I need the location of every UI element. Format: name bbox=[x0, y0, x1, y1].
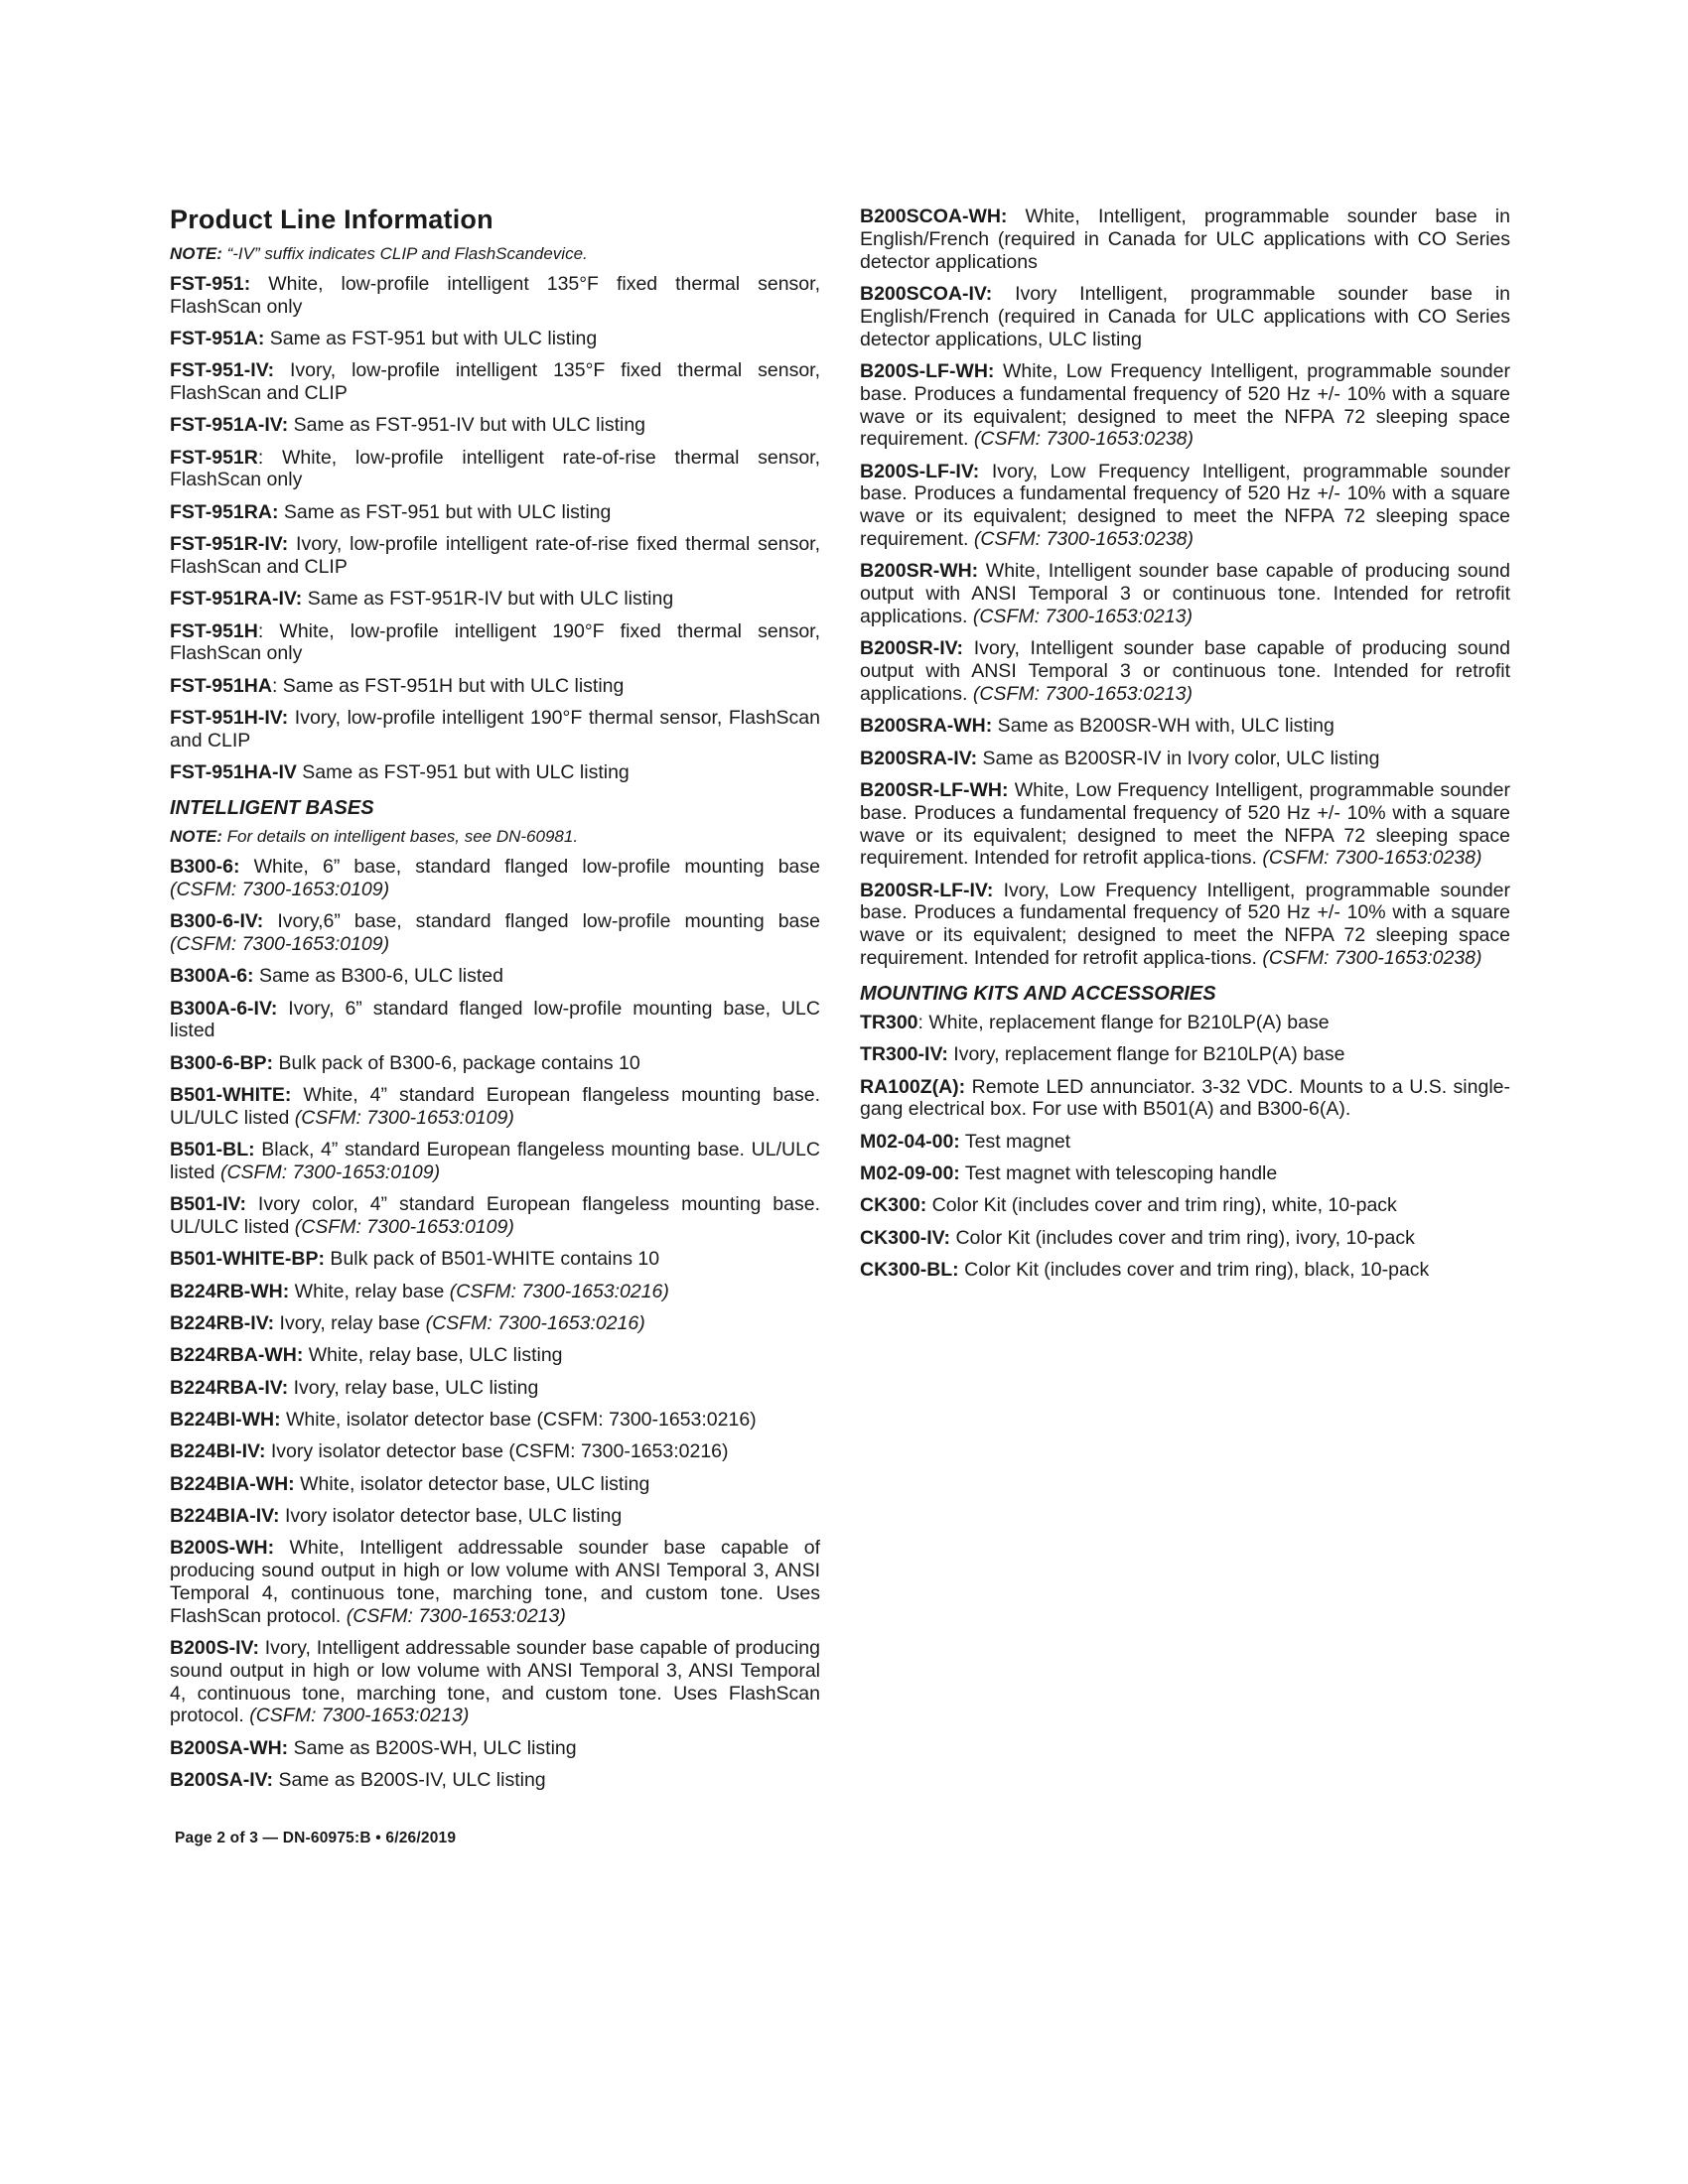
product-code: CK300: bbox=[860, 1194, 927, 1217]
product-entry bbox=[860, 205, 1510, 273]
intelligent-bases-list bbox=[170, 856, 820, 1792]
product-description: Test magnet bbox=[959, 1130, 1071, 1153]
product-entry bbox=[170, 588, 820, 611]
product-code: B200SR-WH: bbox=[860, 560, 979, 583]
product-entry bbox=[170, 707, 820, 752]
product-description: Same as FST-951R-IV but with ULC listing bbox=[302, 588, 674, 611]
product-entry bbox=[860, 1043, 1510, 1066]
product-description: : White, low-profile intelligent 190°F fixed thermal sensor, FlashScan only bbox=[170, 619, 820, 665]
product-description: Same as B200S-IV, ULC listing bbox=[273, 1769, 546, 1791]
product-description: Test magnet with telescoping handle bbox=[959, 1161, 1278, 1184]
csfm-reference: (CSFM: 7300-1653:0109) bbox=[170, 878, 390, 900]
product-code: B200SCOA-WH: bbox=[860, 205, 1008, 227]
product-code: FST-951H-IV: bbox=[170, 706, 289, 729]
product-entry bbox=[860, 715, 1510, 738]
product-description: Ivory, Intelligent addressable sounder base capable of producing sound output in high or low volume with ANSI Temporal 3, ANSI Temporal 4, continuous tone, marching tone, and custom tone. Uses FlashScan protocol. bbox=[170, 1636, 820, 1727]
product-entry bbox=[860, 1227, 1510, 1250]
product-entry bbox=[170, 447, 820, 492]
page-title: Product Line Information bbox=[170, 205, 493, 234]
product-description: Ivory color, 4” standard European flangeless mounting base. UL/ULC listed bbox=[170, 1193, 820, 1239]
product-entry bbox=[170, 501, 820, 524]
product-code: B200SA-IV: bbox=[170, 1769, 274, 1791]
product-code: B200SCOA-IV: bbox=[860, 282, 993, 305]
product-entry bbox=[860, 880, 1510, 970]
note-text: “-IV” suffix indicates CLIP and FlashScandevice. bbox=[221, 243, 588, 263]
product-code: B224RB-WH: bbox=[170, 1280, 290, 1302]
product-entry bbox=[170, 1440, 820, 1463]
product-code: B200SR-LF-WH: bbox=[860, 778, 1009, 801]
right-column bbox=[860, 205, 1510, 1291]
csfm-reference: (CSFM: 7300-1653:0238) bbox=[973, 528, 1195, 551]
product-description: Ivory,6” base, standard flanged low-profile mounting base bbox=[263, 910, 820, 933]
product-description: Ivory, replacement flange for B210LP(A) base bbox=[947, 1043, 1345, 1066]
product-description: Ivory, low-profile intelligent rate-of-rise fixed thermal sensor, FlashScan and CLIP bbox=[170, 533, 820, 578]
product-code: B200S-LF-WH: bbox=[860, 359, 995, 382]
product-entry bbox=[170, 1193, 820, 1239]
product-entry bbox=[170, 1505, 820, 1528]
product-code: B200SRA-IV: bbox=[860, 747, 978, 769]
product-description: : White, low-profile intelligent rate-of-rise thermal sensor, FlashScan only bbox=[170, 446, 820, 491]
product-code: TR300 bbox=[860, 1011, 918, 1033]
product-code: TR300-IV: bbox=[860, 1043, 948, 1066]
product-description: Same as FST-951 but with ULC listing bbox=[296, 761, 630, 784]
product-code: B300A-6: bbox=[170, 965, 254, 988]
product-entry bbox=[170, 1737, 820, 1760]
product-code: B224RBA-IV: bbox=[170, 1376, 289, 1399]
product-description: White, Low Frequency Intelligent, programmable sounder base. Produces a fundamental frequency of 520 Hz +/- 10% with a square wave or its equivalent; designed to meet the NFPA 72 sleeping space requirement. Intended for retrofit applica-tions. bbox=[860, 778, 1510, 870]
product-entry bbox=[170, 1312, 820, 1335]
product-entry bbox=[860, 779, 1510, 870]
product-entry bbox=[170, 620, 820, 666]
product-entry bbox=[170, 414, 820, 437]
product-description: Bulk pack of B300-6, package contains 10 bbox=[273, 1051, 640, 1074]
product-description: Same as FST-951 but with ULC listing bbox=[278, 500, 612, 523]
product-code: M02-04-00: bbox=[860, 1130, 960, 1153]
product-code: B200S-LF-IV: bbox=[860, 460, 980, 482]
product-entry bbox=[170, 1344, 820, 1367]
note-label: NOTE: bbox=[170, 826, 222, 846]
csfm-reference: (CSFM: 7300-1653:0216) bbox=[425, 1312, 645, 1334]
product-entry bbox=[860, 1194, 1510, 1217]
product-entry bbox=[170, 1537, 820, 1627]
csfm-reference: (CSFM: 7300-1653:0238) bbox=[1262, 947, 1482, 970]
product-entry bbox=[860, 748, 1510, 770]
thermal-sensor-list bbox=[170, 273, 820, 784]
product-description: : White, replacement flange for B210LP(A) base bbox=[917, 1011, 1330, 1033]
product-code: B224BIA-WH: bbox=[170, 1472, 295, 1495]
csfm-reference: (CSFM: 7300-1653:0109) bbox=[170, 932, 390, 955]
product-code: CK300-BL: bbox=[860, 1258, 959, 1281]
product-entry bbox=[860, 1259, 1510, 1282]
product-description: Same as B200S-WH, ULC listing bbox=[288, 1736, 577, 1759]
product-entry bbox=[170, 1052, 820, 1075]
suffix-note bbox=[170, 243, 820, 265]
product-code: B200SA-WH: bbox=[170, 1736, 289, 1759]
product-code: FST-951R-IV: bbox=[170, 533, 289, 556]
product-description: : Same as FST-951H but with ULC listing bbox=[271, 674, 625, 697]
product-description: Ivory, Low Frequency Intelligent, programmable sounder base. Produces a fundamental frequency of 520 Hz +/- 10% with a square wave or its equivalent; designed to meet the NFPA 72 sleeping space requirement. Intended for retrofit applica-tions. bbox=[860, 879, 1510, 970]
product-code: M02-09-00: bbox=[860, 1161, 960, 1184]
product-code: RA100Z(A): bbox=[860, 1075, 966, 1098]
product-entry bbox=[170, 1281, 820, 1303]
product-entry bbox=[170, 761, 820, 784]
product-entry bbox=[170, 965, 820, 988]
product-code: B300-6: bbox=[170, 856, 240, 878]
product-description: Ivory, low-profile intelligent 135°F fixed thermal sensor, FlashScan and CLIP bbox=[170, 359, 820, 405]
product-code: B224RBA-WH: bbox=[170, 1344, 304, 1367]
product-entry bbox=[860, 283, 1510, 350]
product-description: Color Kit (includes cover and trim ring), black, 10-pack bbox=[958, 1258, 1430, 1281]
product-code: B224RB-IV: bbox=[170, 1312, 275, 1334]
product-code: B224BIA-IV: bbox=[170, 1504, 280, 1527]
product-code: B300-6-BP: bbox=[170, 1051, 274, 1074]
product-code: B501-BL: bbox=[170, 1139, 255, 1161]
product-code: B200S-IV: bbox=[170, 1636, 259, 1659]
product-entry bbox=[170, 856, 820, 901]
product-description: Color Kit (includes cover and trim ring), ivory, 10-pack bbox=[950, 1226, 1415, 1249]
product-code: B224BI-IV: bbox=[170, 1440, 266, 1463]
product-code: FST-951HA bbox=[170, 674, 272, 697]
product-code: B224BI-WH: bbox=[170, 1408, 281, 1431]
product-code: B501-WHITE-BP: bbox=[170, 1248, 326, 1271]
product-description: White, low-profile intelligent 135°F fixed thermal sensor, FlashScan only bbox=[170, 272, 820, 318]
product-description: White, 4” standard European flangeless mounting base. UL/ULC listed bbox=[170, 1084, 820, 1129]
product-code: CK300-IV: bbox=[860, 1226, 951, 1249]
product-entry bbox=[860, 1076, 1510, 1122]
note-label: NOTE: bbox=[170, 243, 222, 263]
product-entry bbox=[860, 637, 1510, 705]
product-description: Same as FST-951 but with ULC listing bbox=[264, 327, 598, 349]
product-description: White, isolator detector base (CSFM: 7300-1653:0216) bbox=[280, 1408, 757, 1431]
product-entry bbox=[860, 560, 1510, 627]
product-description: Ivory, Low Frequency Intelligent, programmable sounder base. Produces a fundamental frequency of 520 Hz +/- 10% with a square wave or its equivalent; designed to meet the NFPA 72 sleeping space requirement. bbox=[860, 460, 1510, 551]
product-code: FST-951HA-IV bbox=[170, 761, 297, 784]
product-description: Ivory, relay base bbox=[274, 1312, 426, 1334]
product-description: Ivory, 6” standard flanged low-profile mounting base, ULC listed bbox=[170, 997, 820, 1042]
product-description: Ivory isolator detector base, ULC listing bbox=[279, 1504, 623, 1527]
product-code: FST-951: bbox=[170, 272, 251, 295]
product-code: B200SR-LF-IV: bbox=[860, 879, 994, 901]
product-code: FST-951H bbox=[170, 619, 258, 642]
product-description: Same as FST-951-IV but with ULC listing bbox=[288, 414, 646, 437]
product-entry bbox=[170, 328, 820, 350]
section-heading-intelligent-bases: INTELLIGENT BASES bbox=[170, 796, 374, 819]
page-footer: Page 2 of 3 — DN-60975:B • 6/26/2019 bbox=[175, 1830, 457, 1846]
product-entry bbox=[170, 1084, 820, 1130]
product-entry bbox=[170, 910, 820, 956]
product-entry bbox=[170, 1248, 820, 1271]
product-entry bbox=[170, 1637, 820, 1727]
product-entry bbox=[170, 998, 820, 1043]
product-description: Bulk pack of B501-WHITE contains 10 bbox=[325, 1248, 660, 1271]
product-entry bbox=[170, 533, 820, 579]
product-entry bbox=[860, 1012, 1510, 1034]
csfm-reference: (CSFM: 7300-1653:0216) bbox=[449, 1280, 669, 1302]
product-entry bbox=[860, 461, 1510, 551]
mounting-kits-list bbox=[860, 1012, 1510, 1282]
product-entry bbox=[170, 273, 820, 319]
product-code: B501-IV: bbox=[170, 1193, 246, 1216]
csfm-reference: (CSFM: 7300-1653:0238) bbox=[973, 428, 1195, 451]
product-description: Same as B300-6, ULC listed bbox=[253, 965, 503, 988]
product-code: B200SR-IV: bbox=[860, 637, 964, 660]
product-description: Ivory, Intelligent sounder base capable of producing sound output with ANSI Temporal 3 or continuous tone. Intended for retrofit applications. bbox=[860, 637, 1510, 705]
product-description: Ivory isolator detector base (CSFM: 7300-1653:0216) bbox=[265, 1440, 729, 1463]
product-entry bbox=[860, 1131, 1510, 1154]
product-entry bbox=[170, 1377, 820, 1400]
product-description: White, relay base bbox=[289, 1280, 450, 1302]
product-description: Same as B200SR-WH with, ULC listing bbox=[992, 715, 1335, 738]
product-code: FST-951R bbox=[170, 446, 258, 469]
product-code: B200S-WH: bbox=[170, 1537, 275, 1560]
csfm-reference: (CSFM: 7300-1653:0109) bbox=[294, 1106, 514, 1129]
product-description: Color Kit (includes cover and trim ring), white, 10-pack bbox=[926, 1194, 1397, 1217]
product-code: B501-WHITE: bbox=[170, 1084, 292, 1106]
csfm-reference: (CSFM: 7300-1653:0238) bbox=[1262, 847, 1482, 870]
product-description: Black, 4” standard European flangeless mounting base. UL/ULC listed bbox=[170, 1139, 820, 1183]
product-code: FST-951A-IV: bbox=[170, 414, 289, 437]
product-entry bbox=[170, 1139, 820, 1184]
product-entry bbox=[170, 1473, 820, 1496]
csfm-reference: (CSFM: 7300-1653:0213) bbox=[972, 606, 1193, 627]
product-code: FST-951RA-IV: bbox=[170, 588, 303, 611]
csfm-reference: (CSFM: 7300-1653:0213) bbox=[972, 682, 1193, 705]
sounder-base-list bbox=[860, 205, 1510, 970]
product-description: Ivory, low-profile intelligent 190°F thermal sensor, FlashScan and CLIP bbox=[170, 706, 820, 751]
product-description: White, Intelligent addressable sounder base capable of producing sound output in high or low volume with ANSI Temporal 3, ANSI Temporal 4, continuous tone, marching tone, and custom tone. Uses FlashScan protocol. bbox=[170, 1537, 820, 1627]
product-code: FST-951RA: bbox=[170, 500, 279, 523]
product-entry bbox=[860, 360, 1510, 451]
product-entry bbox=[170, 1769, 820, 1792]
section-heading-mounting-kits: MOUNTING KITS AND ACCESSORIES bbox=[860, 982, 1216, 1005]
product-description: Same as B200SR-IV in Ivory color, ULC listing bbox=[977, 747, 1380, 769]
product-description: Remote LED annunciator. 3-32 VDC. Mounts to a U.S. single-gang electrical box. For use with B501(A) and B300-6(A). bbox=[860, 1075, 1510, 1121]
csfm-reference: (CSFM: 7300-1653:0213) bbox=[346, 1604, 566, 1627]
product-entry bbox=[170, 359, 820, 405]
note-text: For details on intelligent bases, see DN-60981. bbox=[221, 826, 579, 846]
product-description: White, isolator detector base, ULC listing bbox=[294, 1472, 650, 1495]
product-entry bbox=[860, 1162, 1510, 1185]
product-description: White, Intelligent sounder base capable of producing sound output with ANSI Temporal 3 or continuous tone. Intended for retrofit applications. bbox=[860, 560, 1510, 627]
product-code: B300-6-IV: bbox=[170, 910, 264, 933]
product-description: Ivory Intelligent, programmable sounder base in English/French (required in Canada for ULC applications with CO Series detector applications, ULC listing bbox=[860, 282, 1510, 350]
product-description: White, Low Frequency Intelligent, programmable sounder base. Produces a fundamental frequency of 520 Hz +/- 10% with a square wave or its equivalent; designed to meet the NFPA 72 sleeping space requirement. bbox=[860, 359, 1510, 451]
product-entry bbox=[170, 1409, 820, 1432]
product-description: White, 6” base, standard flanged low-profile mounting base bbox=[239, 856, 820, 878]
bases-note bbox=[170, 826, 820, 848]
csfm-reference: (CSFM: 7300-1653:0109) bbox=[294, 1216, 514, 1239]
product-code: FST-951-IV: bbox=[170, 359, 275, 382]
product-code: B300A-6-IV: bbox=[170, 997, 278, 1020]
product-description: Ivory, relay base, ULC listing bbox=[288, 1376, 539, 1399]
left-column bbox=[170, 205, 820, 1801]
product-entry bbox=[170, 675, 820, 698]
csfm-reference: (CSFM: 7300-1653:0213) bbox=[249, 1705, 470, 1727]
product-code: B200SRA-WH: bbox=[860, 715, 993, 738]
product-description: White, relay base, ULC listing bbox=[303, 1344, 563, 1367]
product-code: FST-951A: bbox=[170, 327, 265, 349]
csfm-reference: (CSFM: 7300-1653:0109) bbox=[219, 1160, 441, 1183]
product-description: White, Intelligent, programmable sounder base in English/French (required in Canada for ULC applications with CO Series detector applications bbox=[860, 205, 1510, 273]
